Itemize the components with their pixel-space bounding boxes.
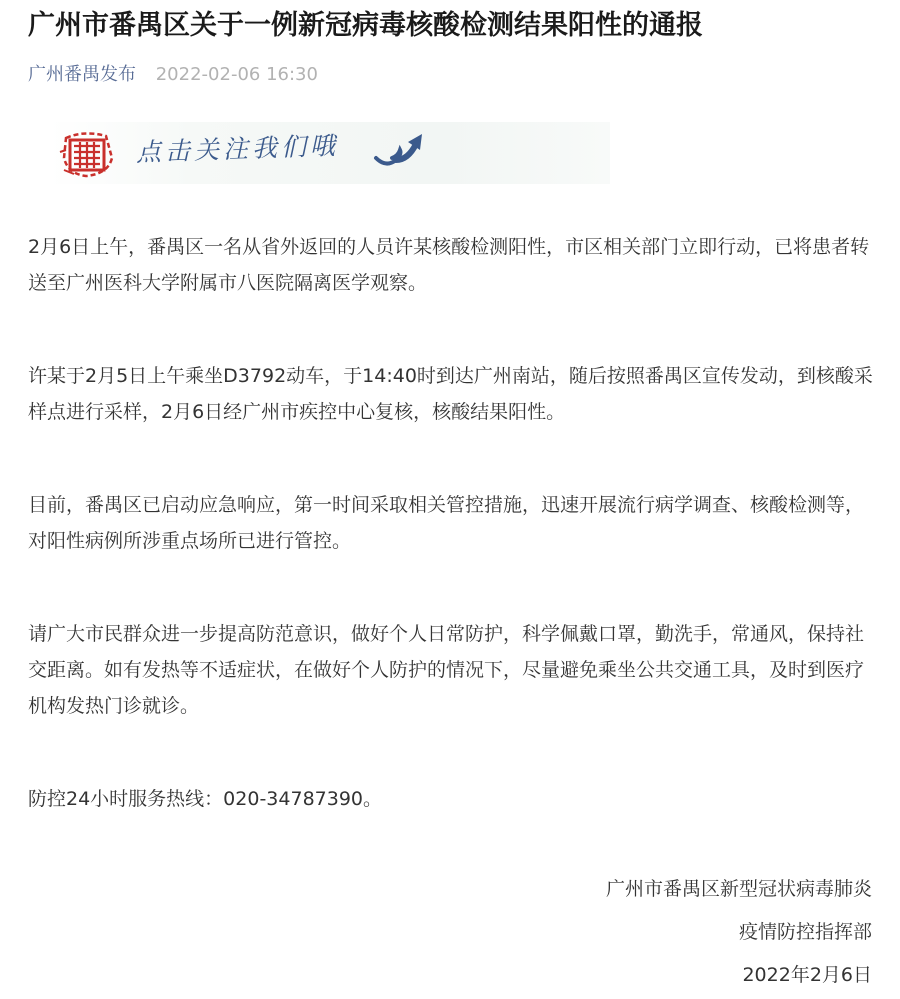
article-meta <box>28 62 318 88</box>
follow-us-text: 点击关注我们哦 <box>135 130 340 167</box>
paragraph-1: 2月6日上午，番禺区一名从省外返回的人员许某核酸检测阳性，市区相关部门立即行动，已将患者转送至广州医科大学附属市八医院隔离医学观察。 <box>28 236 870 294</box>
paragraph-2: 许某于2月5日上午乘坐D3792动车，于14:40时到达广州南站，随后按照番禺区宣传发动，到核酸采样点进行采样，2月6日经广州市疾控中心复核，核酸结果阳性。 <box>28 365 873 423</box>
signature-date: 2022年2月6日 <box>742 964 872 986</box>
author-link[interactable]: 广州番禺发布 <box>28 64 136 85</box>
signature-org-line-1: 广州市番禺区新型冠状病毒肺炎 <box>605 878 872 900</box>
publish-date: 2022-02-06 16:30 <box>155 64 318 85</box>
curved-arrow-icon <box>372 130 428 170</box>
follow-banner[interactable] <box>50 122 610 184</box>
signature-org-line-2: 疫情防控指挥部 <box>738 921 872 943</box>
hotline-paragraph: 防控24小时服务热线：020-34787390。 <box>28 788 383 810</box>
article-title: 广州市番禺区关于一例新冠病毒核酸检测结果阳性的通报 <box>28 10 703 41</box>
paragraph-4: 请广大市民群众进一步提高防范意识，做好个人日常防护，科学佩戴口罩，勤洗手，常通风，保持社交距离。如有发热等不适症状，在做好个人防护的情况下，尽量避免乘坐公共交通工具，及时到医疗机构发热门诊就诊。 <box>28 623 865 717</box>
seal-logo-icon <box>56 128 118 180</box>
paragraph-3: 目前，番禺区已启动应急响应，第一时间采取相关管控措施，迅速开展流行病学调查、核酸检测等，对阳性病例所涉重点场所已进行管控。 <box>28 494 865 552</box>
